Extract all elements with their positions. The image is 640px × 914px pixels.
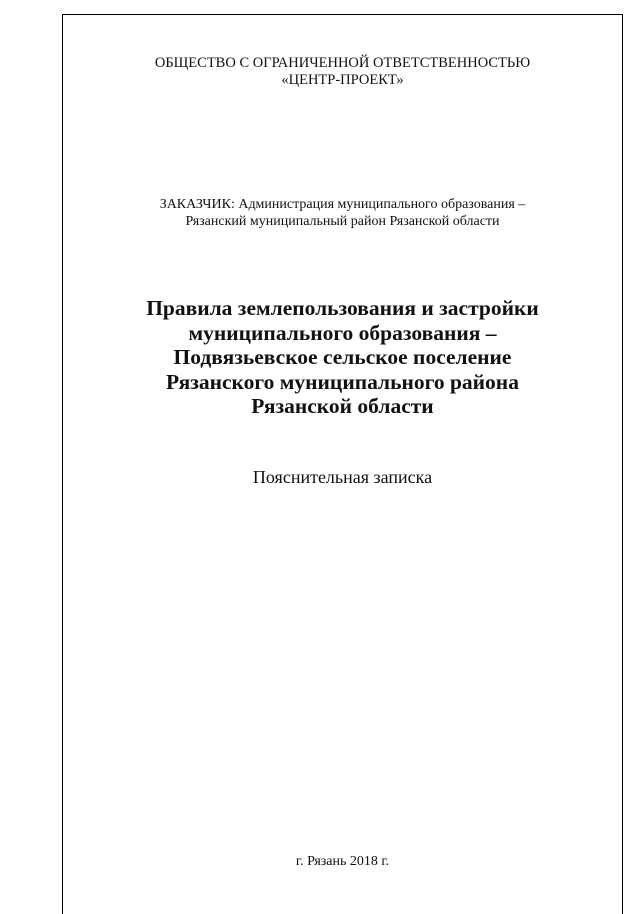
customer-line-1: ЗАКАЗЧИК: Администрация муниципального образования – (159, 197, 526, 212)
document-title-line: Рязанского муниципального района (166, 369, 519, 394)
customer-block (63, 196, 622, 230)
document-title-line: муниципального образования – (188, 320, 497, 345)
document-title (63, 296, 622, 419)
document-title-line: Правила землепользования и застройки (146, 296, 539, 320)
document-subtitle-text: Пояснительная записка (252, 467, 433, 487)
document-title-line: Подвязьевское сельское поселение (173, 345, 512, 369)
organization-name (63, 55, 622, 89)
document-subtitle (63, 466, 622, 488)
organization-line-2: «ЦЕНТР-ПРОЕКТ» (281, 72, 404, 88)
customer-line-2: Рязанский муниципальный район Рязанской области (185, 214, 500, 229)
document-title-line: Рязанской области (251, 394, 434, 418)
place-and-year-text: г. Рязань 2018 г. (295, 854, 390, 869)
place-and-year (63, 853, 622, 870)
organization-line-1: ОБЩЕСТВО С ОГРАНИЧЕННОЙ ОТВЕТСТВЕННОСТЬЮ (154, 55, 531, 71)
document-page (62, 14, 623, 914)
